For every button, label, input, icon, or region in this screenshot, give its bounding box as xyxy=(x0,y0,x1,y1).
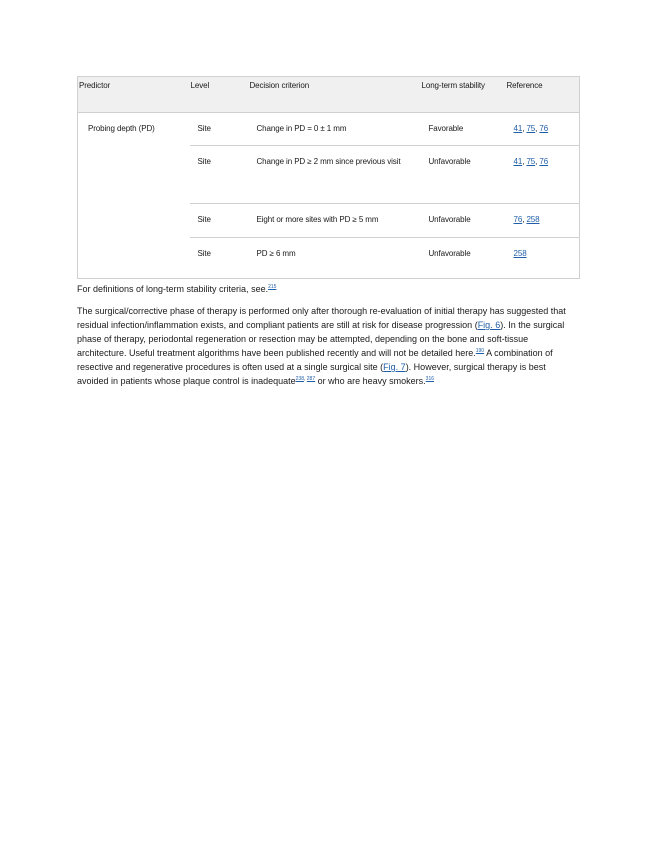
reference-link[interactable]: 76 xyxy=(539,157,549,166)
criterion-cell: Change in PD = 0 ± 1 mm xyxy=(249,113,421,146)
reference-link[interactable]: 258 xyxy=(513,249,527,258)
stability-table xyxy=(77,76,580,279)
citation-superscript: 238, 287 xyxy=(295,376,316,382)
reference-link[interactable]: 75 xyxy=(526,124,536,133)
citation-superscript xyxy=(476,348,484,354)
criterion-cell: Change in PD ≥ 2 mm since previous visit xyxy=(249,146,421,204)
paragraph-text: ). However, surgical therapy is best avoided in patients whose plaque control is inadequate xyxy=(77,362,546,386)
stability-cell: Unfavorable xyxy=(421,238,506,279)
reference-link[interactable]: 76 xyxy=(539,124,549,133)
predictor-cell: Probing depth (PD) xyxy=(78,113,190,279)
citation-link[interactable]: 316 xyxy=(425,376,435,382)
paragraph-text: A combination of resective and regenerative procedures is often used at a single surgical site ( xyxy=(77,348,553,372)
criterion-cell: PD ≥ 6 mm xyxy=(249,238,421,279)
stability-cell: Unfavorable xyxy=(421,204,506,238)
body-paragraph xyxy=(77,304,577,388)
criterion-cell: Eight or more sites with PD ≥ 5 mm xyxy=(249,204,421,238)
citation-superscript xyxy=(426,376,434,382)
citation-link[interactable]: 238 xyxy=(295,376,304,382)
header-long-term-stability: Long-term stability xyxy=(421,77,506,113)
reference-cell xyxy=(506,238,580,279)
stability-cell: Unfavorable xyxy=(421,146,506,204)
reference-link[interactable]: 41 xyxy=(513,124,523,133)
level-cell: Site xyxy=(190,204,249,238)
footnote-text: For definitions of long-term stability criteria, see. xyxy=(77,284,269,294)
figure-6-link[interactable]: Fig. 6 xyxy=(477,320,501,330)
reference-link[interactable]: 41 xyxy=(513,157,523,166)
paragraph-text: or who are heavy smokers. xyxy=(315,376,426,386)
table-header-row xyxy=(78,77,580,113)
table-footnote xyxy=(77,283,579,295)
reference-link[interactable]: 75 xyxy=(526,157,536,166)
reference-cell: 76, 258 xyxy=(506,204,580,238)
reference-link[interactable]: 76 xyxy=(513,215,523,224)
citation-link[interactable]: 190 xyxy=(475,348,485,354)
reference-link[interactable]: 258 xyxy=(526,215,540,224)
citation-link[interactable]: 287 xyxy=(306,376,316,382)
header-predictor: Predictor xyxy=(78,77,190,113)
paragraph-text: ). In the surgical phase of therapy, periodontal regeneration or resection may be attempted, depending on the bone and soft-tissue architecture. Useful treatment algorithms have been published recently and will not be detailed here. xyxy=(77,320,565,358)
reference-cell: 41, 75, 76 xyxy=(506,113,580,146)
level-cell: Site xyxy=(190,113,249,146)
table-row xyxy=(78,113,580,146)
citation-link[interactable]: 215 xyxy=(268,284,277,290)
header-level: Level xyxy=(190,77,249,113)
document-page xyxy=(77,76,579,388)
reference-cell: 41, 75, 76 xyxy=(506,146,580,204)
header-reference: Reference xyxy=(506,77,580,113)
paragraph-text: The surgical/corrective phase of therapy is performed only after thorough re-evaluation of initial therapy has suggested that residual infection/inflammation exists, and compliant patients are still at risk for disease progression ( xyxy=(77,306,566,330)
level-cell: Site xyxy=(190,146,249,204)
footnote-superscript xyxy=(268,284,276,290)
level-cell: Site xyxy=(190,238,249,279)
header-decision-criterion: Decision criterion xyxy=(249,77,421,113)
stability-cell: Favorable xyxy=(421,113,506,146)
figure-7-link[interactable]: Fig. 7 xyxy=(383,362,406,372)
